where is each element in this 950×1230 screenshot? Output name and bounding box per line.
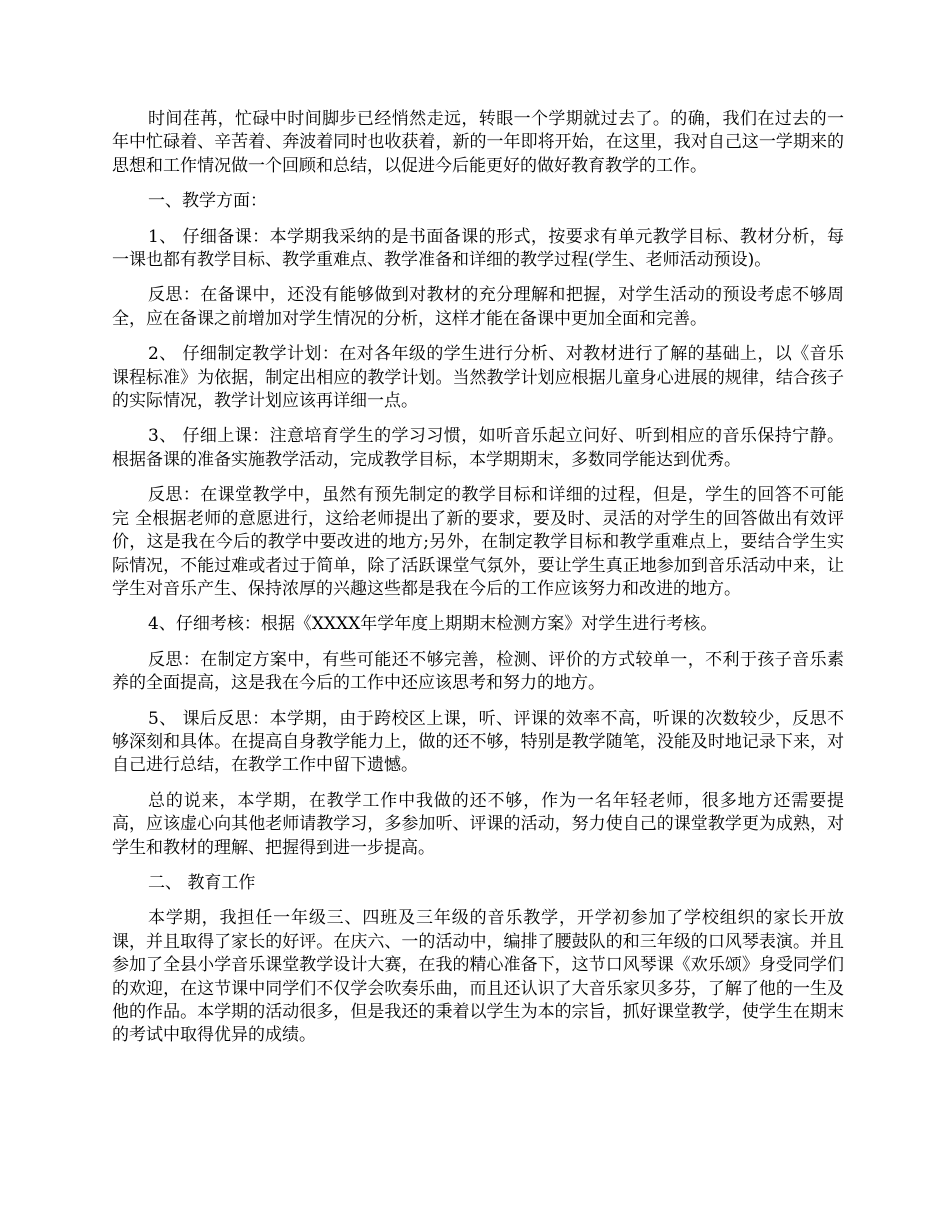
section-heading-education: 二、 教育工作 [148, 872, 256, 893]
education-work-paragraph: 本学期，我担任一年级三、四班及三年级的音乐教学，开学初参加了学校组织的家长开放课，并且取得了家长的好评。在庆六、一的活动中，编排了腰鼓队的和三年级的口风琴表演。并且参加了全县小学音乐课堂教学设计大赛，在我的精心准备下，这节口风琴课《欢乐颂》身受同学们的欢迎，在这节课中同学们不仅学会吹奏乐曲，而且还认识了大音乐家贝多芬，了解了他的一生及他的作品。本学期的活动很多，但是我还的秉着以学生为本的宗旨，抓好课堂教学，使学生在期末的考试中取得优异的成绩。 [112, 908, 844, 1046]
item-after-class-reflection: 5、 课后反思：本学期，由于跨校区上课，听、评课的效率不高，听课的次数较少，反思不够深刻和具体。在提高自身教学能力上，做的还不够，特别是教学随笔，没能及时地记录下来，对自己进行总结，在教学工作中留下遗憾。 [112, 708, 844, 776]
summary-paragraph: 总的说来，本学期，在教学工作中我做的还不够，作为一名年轻老师，很多地方还需要提高，应该虚心向其他老师请教学习，多参加听、评课的活动，努力使自己的课堂教学更为成熟，对学生和教材的理解、把握得到进一步提高。 [112, 790, 844, 858]
item-lesson-preparation: 1、 仔细备课：本学期我采纳的是书面备课的形式，按要求有单元教学目标、教材分析，每一课也都有教学目标、教学重难点、教学准备和详细的教学过程(学生、老师活动预设)。 [112, 226, 844, 271]
section-heading-teaching: 一、教学方面： [148, 191, 267, 212]
reflection-paragraph: 反思：在备课中，还没有能够做到对教材的充分理解和把握，对学生活动的预设考虑不够周全，应在备课之前增加对学生情况的分析，这样才能在备课中更加全面和完善。 [112, 285, 844, 329]
intro-paragraph: 时间荏苒，忙碌中时间脚步已经悄然走远，转眼一个学期就过去了。的确，我们在过去的一年中忙碌着、辛苦着、奔波着同时也收获着，新的一年即将开始，在这里，我对自己这一学期来的思想和工作情况做一个回顾和总结，以促进今后能更好的做好教育教学的工作。 [112, 109, 844, 176]
item-teaching-plan: 2、 仔细制定教学计划：在对各年级的学生进行分析、对教材进行了解的基础上，以《音乐课程标准》为依据，制定出相应的教学计划。当然教学计划应根据儿童身心进展的规律，结合孩子的实际情况，教学计划应该再详细一点。 [112, 344, 844, 412]
reflection-paragraph: 反思：在制定方案中，有些可能还不够完善，检测、评价的方式较单一，不利于孩子音乐素养的全面提高，这是我在今后的工作中还应该思考和努力的地方。 [112, 649, 844, 694]
item-assessment: 4、仔细考核：根据《XXXX年学年度上期期末检测方案》对学生进行考核。 [148, 614, 718, 635]
item-classroom-teaching: 3、 仔细上课：注意培育学生的学习习惯，如听音乐起立问好、听到相应的音乐保持宁静。根据备课的准备实施教学活动，完成教学目标，本学期期末，多数同学能达到优秀。 [112, 426, 844, 470]
reflection-paragraph: 反思：在课堂教学中，虽然有预先制定的教学目标和详细的过程，但是，学生的回答不可能完 全根据老师的意愿进行，这给老师提出了新的要求，要及时、灵活的对学生的回答做出有效评价，这是我在今后的教学中要改进的地方;另外，在制定教学目标和教学重难点上，要结合学生实际情况，不能过难或者过于简单，除了活跃课堂气氛外，要让学生真正地参加到音乐活动中来，让学生对音乐产生、保持浓厚的兴趣这些都是我在今后的工作应该努力和改进的地方。 [112, 485, 844, 599]
document-page [112, 108, 844, 1060]
